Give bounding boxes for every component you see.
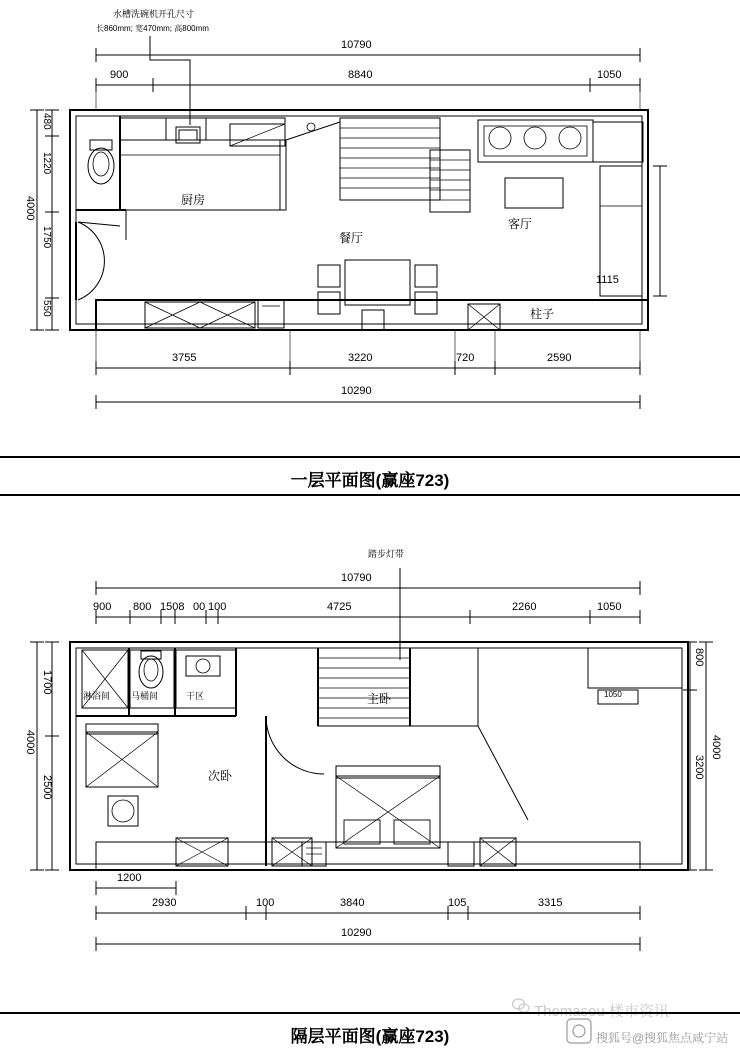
- f1-dim-bottom-3220: 3220: [348, 352, 373, 364]
- f2-dim-top-100: 100: [208, 601, 227, 613]
- f2-dim-top-800: 800: [133, 601, 152, 613]
- divider-bottom-2: [0, 1012, 740, 1014]
- room-label-second-bedroom: 次卧: [208, 769, 233, 783]
- f2-dim-left-total: 4000: [24, 730, 36, 755]
- room-label-column: 柱子: [530, 307, 555, 321]
- f1-dim-bottom-2590: 2590: [547, 352, 572, 364]
- f2-dim-top-2260: 2260: [512, 601, 537, 613]
- f1-dim-bottom-720: 720: [456, 352, 475, 364]
- f1-dim-top-total: 10790: [341, 39, 372, 51]
- f2-dim-right-4000: 4000: [710, 735, 722, 760]
- floor1-title: 一层平面图(赢座723): [290, 471, 450, 490]
- f1-dim-left-480: 480: [41, 113, 52, 130]
- f1-dim-top-1050: 1050: [597, 69, 622, 81]
- kitchen-sink-note-line1: 水槽洗碗机开孔尺寸: [113, 9, 195, 19]
- f2-dim-bottom-1200: 1200: [117, 872, 142, 884]
- room-label-toilet: 马桶间: [131, 691, 159, 701]
- f2-dim-bottom-3315: 3315: [538, 897, 563, 909]
- room-label-dining: 餐厅: [339, 231, 364, 245]
- kitchen-sink-note-line2: 长860mm; 宽470mm; 高800mm: [96, 24, 209, 33]
- f1-dim-bottom-total: 10290: [341, 385, 372, 397]
- f1-dim-left-total: 4000: [24, 196, 36, 221]
- f1-dim-top-8840: 8840: [348, 69, 373, 81]
- divider-bottom: [0, 494, 740, 496]
- f2-dim-right-800: 800: [693, 648, 705, 667]
- room-label-kitchen: 厨房: [181, 193, 206, 207]
- f2-dim-top-total: 10790: [341, 572, 372, 584]
- f1-dim-left-1220: 1220: [41, 152, 52, 175]
- floor2-title: 隔层平面图(赢座723): [290, 1027, 450, 1046]
- floor-plan-level-1: [0, 0, 740, 500]
- f1-dim-right-1115: 1115: [596, 274, 619, 286]
- f2-dim-left-1700: 1700: [41, 670, 53, 695]
- f1-dim-left-1750: 1750: [41, 226, 52, 249]
- f2-dim-bottom-total: 10290: [341, 927, 372, 939]
- room-label-living: 客厅: [508, 217, 533, 231]
- bed-size-label: 1050: [604, 690, 622, 699]
- f1-dim-left-550: 550: [41, 300, 52, 317]
- f2-dim-top-1050: 1050: [597, 601, 622, 613]
- room-label-shower: 淋浴间: [83, 691, 111, 701]
- room-label-master-bedroom: 主卧: [367, 692, 392, 706]
- f2-dim-top-00: 00: [193, 601, 206, 613]
- watermark-bottom: 搜狐号@搜狐焦点咸宁站: [596, 1031, 729, 1045]
- f1-dim-top-900: 900: [110, 69, 129, 81]
- f2-dim-top-900: 900: [93, 601, 112, 613]
- f2-dim-left-2500: 2500: [41, 775, 53, 800]
- f2-dim-bottom-3840: 3840: [340, 897, 365, 909]
- stair-light-note: 踏步灯带: [368, 549, 405, 559]
- f2-dim-right-3200: 3200: [693, 755, 705, 780]
- f2-dim-top-4725: 4725: [327, 601, 352, 613]
- f2-dim-top-1508: 1508: [160, 601, 185, 613]
- f1-dim-bottom-3755: 3755: [172, 352, 197, 364]
- divider-top: [0, 456, 740, 458]
- floor-plan-level-2: [0, 520, 740, 1020]
- f2-dim-bottom-105: 105: [448, 897, 467, 909]
- watermark-top: [534, 1000, 669, 1021]
- f2-dim-bottom-100: 100: [256, 897, 275, 909]
- f2-dim-bottom-2930: 2930: [152, 897, 177, 909]
- room-label-dry-area: 干区: [186, 691, 205, 701]
